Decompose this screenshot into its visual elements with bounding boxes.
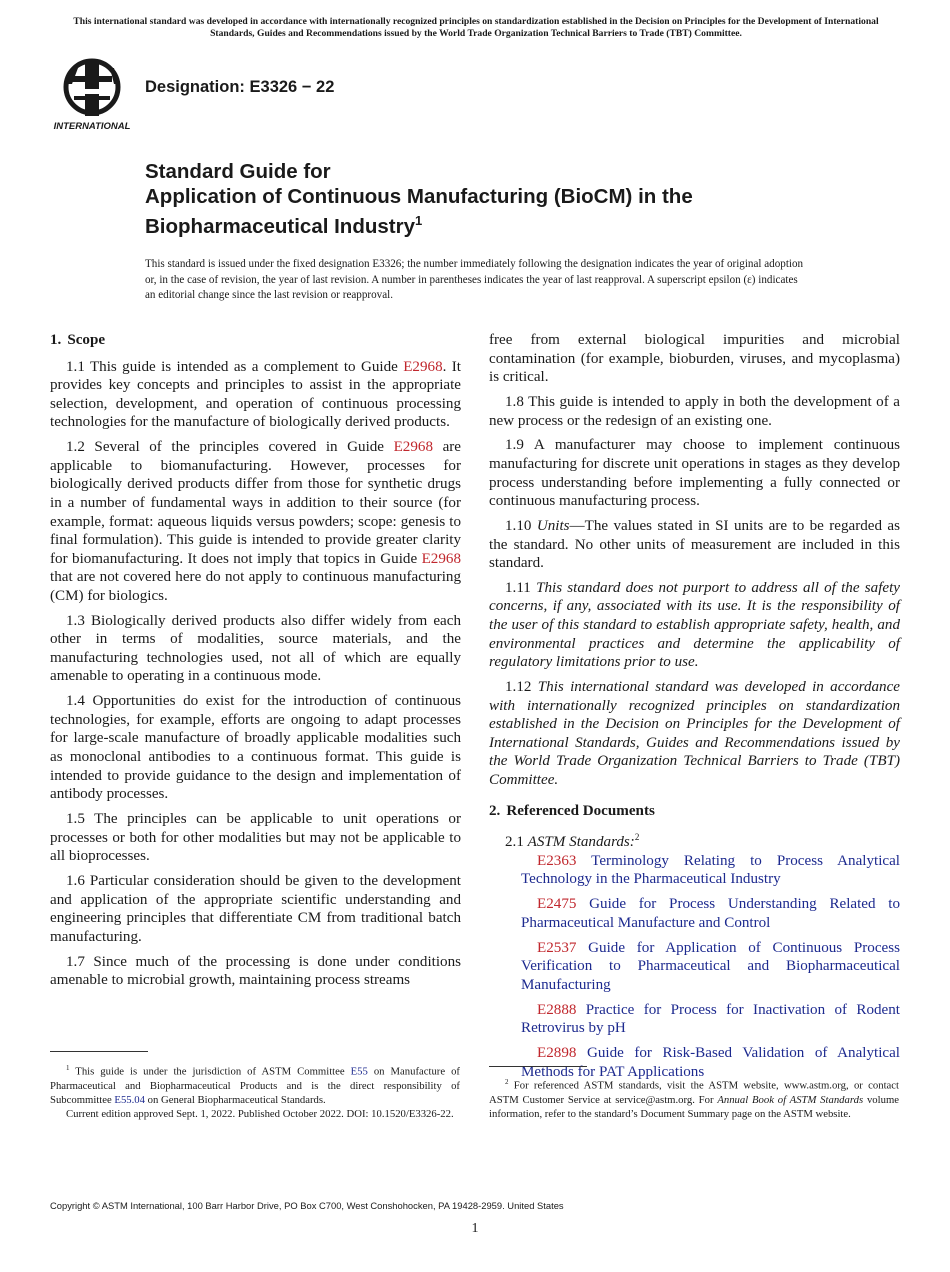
right-column <box>489 331 900 1087</box>
paragraph-1-7-start: 1.7 Since much of the processing is done under conditions amenable to microbial growth, maintaining process streams <box>50 953 461 989</box>
paragraph-1-7-end: free from external biological impurities and microbial contamination (for example, bioburden, viruses, and mycoplasma) is critical. <box>489 332 900 386</box>
footnote-divider-left <box>50 1051 148 1052</box>
paragraph-1-2-text-end: that are not covered here do not apply to continuous manufacturing (CM) for biologics. <box>50 569 461 604</box>
paragraph-1-9: 1.9 A manufacturer may choose to implement continuous manufacturing for discrete unit operations in stages as they develop process understanding before implementing a fully connected or continuous manufacturing process. <box>489 437 900 510</box>
logo-text: INTERNATIONAL <box>53 121 131 132</box>
reference-title[interactable]: Terminology Relating to Process Analytical Technology in the Pharmaceutical Industry <box>521 852 900 888</box>
reference-code[interactable]: E2888 <box>537 1001 577 1018</box>
top-notice: This international standard was developed in accordance with internationally recognized principles on standardization established in the Decision on Principles for the Development of International Standards, Guides and Recommendations issued by the World Trade Organization Technical Barriers to Trade (TBT) Committee. <box>73 16 879 39</box>
link-e55[interactable]: E55 <box>350 1065 368 1078</box>
paragraph-1-12 <box>489 678 900 790</box>
footnote-1 <box>50 1061 460 1121</box>
footnote-2-mark: 2 <box>505 1078 509 1086</box>
reference-code[interactable]: E2363 <box>537 852 577 869</box>
copyright: Copyright © ASTM International, 100 Barr Harbor Drive, PO Box C700, West Conshohocken, PA 19428-2959. United States <box>50 1200 564 1211</box>
designation-label: Designation: <box>145 78 245 96</box>
title-footnote-mark: 1 <box>414 213 423 228</box>
paragraph-1-3: 1.3 Biologically derived products also differ widely from each other in terms of modalities, source materials, and the manufacturing technologies used, not all of which are equally amenable to operating in a continuous mode. <box>50 612 461 685</box>
link-e2968[interactable]: E2968 <box>421 550 461 567</box>
footnote-1-mark: 1 <box>66 1064 70 1072</box>
reference-list <box>489 852 900 1081</box>
footnote-1-part-b: on Manufacture of Pharmaceutical and Biopharmaceutical Products and is the direct responsibility of Subcommittee <box>50 1065 460 1106</box>
references-heading-text: Referenced Documents <box>506 802 655 819</box>
paragraph-1-1-text: 1.1 This guide is intended as a complement to Guide <box>66 358 404 375</box>
standard-note: This standard is issued under the fixed designation E3326; the number immediately following the designation indicates the year of original adoption or, in the case of revision, the year of last revision. A number in parentheses indicates the year of last reapproval. A superscript epsilon (ε) indicates an editorial change since the last revision or reapproval. <box>145 258 804 301</box>
reference-title[interactable]: Practice for Process for Inactivation of Rodent Retrovirus by pH <box>521 1001 900 1037</box>
reference-title[interactable]: Guide for Process Understanding Related to Pharmaceutical Manufacture and Control <box>521 896 900 931</box>
reference-code[interactable]: E2537 <box>537 939 577 956</box>
paragraph-1-2 <box>50 438 461 605</box>
paragraph-1-12-italic: This international standard was developed in accordance with internationally recognized principles on standardization established in the Decision on Principles for the Development of International Standards, Guides and Recommendations issued by the World Trade Organization Technical Barriers to Trade (TBT) Committee. <box>489 679 901 788</box>
reference-item[interactable] <box>489 852 900 889</box>
title-line-3 <box>145 209 865 239</box>
astm-standards-number: 2.1 <box>505 834 528 851</box>
references-heading-number: 2. <box>489 802 501 819</box>
scope-heading-text: Scope <box>67 332 106 348</box>
paragraph-1-10-italic: Units <box>536 517 570 534</box>
paragraph-1-10 <box>489 517 900 573</box>
footnote-1-part-a: This guide is under the jurisdiction of ASTM Committee <box>69 1065 351 1078</box>
left-column <box>50 331 461 996</box>
footnote-2-italic: Annual Book of ASTM Standards <box>717 1093 864 1106</box>
astm-logo-icon <box>52 56 136 132</box>
references-heading <box>489 802 900 821</box>
footnote-divider-right <box>489 1066 587 1067</box>
reference-code[interactable]: E2475 <box>537 896 577 913</box>
paragraph-1-11-number: 1.11 <box>505 579 537 596</box>
footnote-2-part-b: volume information, refer to the standard’s Document Summary page on the ASTM website. <box>489 1093 899 1120</box>
footnote-2-part-a: For referenced ASTM standards, visit the ASTM website, www.astm.org, or contact ASTM Customer Service at service@astm.org. For <box>489 1079 899 1106</box>
scope-heading-number: 1. <box>50 332 62 348</box>
astm-standards-label: ASTM Standards: <box>527 834 635 851</box>
footnote-1-edition: Current edition approved Sept. 1, 2022. Published October 2022. DOI: 10.1520/E3326-22. <box>66 1107 454 1120</box>
paragraph-1-10-text: —The values stated in SI units are to be regarded as the standard. No other units of measurement are included in this standard. <box>489 517 901 572</box>
link-e2968[interactable]: E2968 <box>393 439 433 456</box>
reference-code[interactable]: E2898 <box>537 1044 577 1061</box>
page-number: 1 <box>471 1221 479 1236</box>
footnote-1-part-c: on General Biopharmaceutical Standards. <box>145 1093 326 1106</box>
footnote-2 <box>489 1075 899 1121</box>
paragraph-1-4: 1.4 Opportunities do exist for the introduction of continuous technologies, for example, efforts are ongoing to adapt processes for large-scale manufacture of broadly applicable modalities such as monoclonal antibodies to a continuous format. This guide is intended to provide guidance to the design and implementation of antibody processes. <box>50 693 461 803</box>
paragraph-1-2-text: 1.2 Several of the principles covered in Guide <box>66 439 394 456</box>
paragraph-1-10-number: 1.10 <box>505 517 537 534</box>
document-title <box>145 160 865 239</box>
paragraph-1-12-number: 1.12 <box>505 679 538 696</box>
reference-item[interactable] <box>489 895 900 932</box>
reference-item[interactable] <box>489 939 900 995</box>
reference-title[interactable]: Guide for Risk-Based Validation of Analytical Methods for PAT Applications <box>521 1044 900 1080</box>
title-line-1: Standard Guide for <box>145 160 331 183</box>
designation <box>145 78 334 97</box>
footnote-2-text <box>489 1075 899 1121</box>
reference-item[interactable] <box>489 1001 900 1038</box>
link-e55-04[interactable]: E55.04 <box>114 1093 145 1106</box>
link-e2968[interactable]: E2968 <box>403 358 443 375</box>
paragraph-1-1-text-end: . It provides key concepts and principles to assist in the appropriate selection, development, and operation of continuous processing technologies for the manufacture of biologically derived products. <box>50 358 461 431</box>
paragraph-1-1 <box>50 358 461 432</box>
astm-standards-subheading <box>489 828 900 852</box>
paragraph-1-6: 1.6 Particular consideration should be given to the development and application of the appropriate scientific understanding and engineering principles that differentiate CM from traditional batch manufacturing. <box>50 872 461 945</box>
scope-heading <box>50 331 461 350</box>
astm-standards-footnote-mark: 2 <box>634 832 640 843</box>
paragraph-1-8: 1.8 This guide is intended to apply in both the development of a new process or the redesign of an existing one. <box>489 393 900 429</box>
footnote-1-text <box>50 1061 460 1107</box>
paragraph-1-11-italic: This standard does not purport to address all of the safety concerns, if any, associated with its use. It is the responsibility of the user of this standard to establish appropriate safety, health, and environmental practices and determine the applicability of regulatory limitations prior to use. <box>489 579 900 671</box>
reference-title[interactable]: Guide for Application of Continuous Process Verification to Pharmaceutical and Biopharmaceutical Manufacturing <box>521 939 900 993</box>
designation-value: E3326 − 22 <box>249 78 335 96</box>
title-line-2: Application of Continuous Manufacturing (BioCM) in the <box>145 184 693 208</box>
paragraph-1-5: 1.5 The principles can be applicable to unit operations or processes or both for other modalities but may not be applicable to all bioprocesses. <box>50 811 461 865</box>
paragraph-1-2-text-mid: are applicable to biomanufacturing. However, processes for biologically derived products differ from those for synthetic drugs in a number of fundamental ways in addition to their source (for example, format: aqueous liquids versus powders; scope: genesis to final formulation). This guide is intended to provide greater clarity for biomanufacturing. It does not imply that topics in Guide <box>50 439 461 567</box>
paragraph-1-11 <box>489 579 900 672</box>
astm-logo <box>52 56 136 132</box>
title-line-3-text: Biopharmaceutical Industry <box>145 214 415 238</box>
